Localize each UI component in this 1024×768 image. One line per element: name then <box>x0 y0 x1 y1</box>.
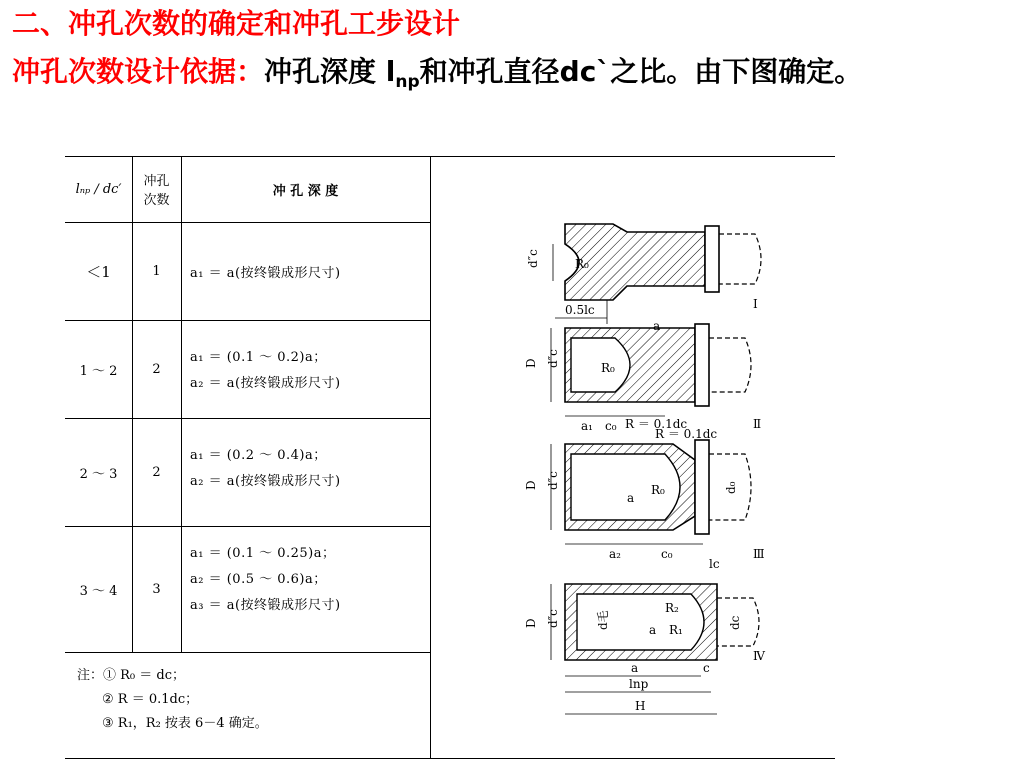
basis-subscript: np <box>395 72 420 92</box>
stage3-c0-label: c₀ <box>661 547 673 561</box>
row4-count: 3 <box>152 581 161 597</box>
basis-label: 冲孔次数设计依据： <box>12 55 265 88</box>
note-2: ② R ＝ 0.1dc； <box>102 692 199 707</box>
stage-2-sketch <box>551 324 751 416</box>
stage4-a-inner-label: a <box>649 623 657 637</box>
row4-formula-2: a₂ ＝ (0.5 ～ 0.6)a； <box>190 572 327 587</box>
stage4-r2-label: R₂ <box>665 601 679 615</box>
row4-formula-3: a₃ ＝ a(按终锻成形尺寸) <box>190 598 341 613</box>
stage3-roman-label: Ⅲ <box>753 547 765 561</box>
punching-basis-line <box>12 54 862 100</box>
stage2-D-label: D <box>524 358 538 368</box>
stage4-D-label: D <box>524 618 538 628</box>
header-count-line1: 冲孔 <box>143 174 170 189</box>
stage3-dc-label: d″c <box>546 471 560 490</box>
stage3-r0-label: R₀ <box>651 483 665 497</box>
header-depth: 冲 孔 深 度 <box>272 183 339 199</box>
stage-4-sketch <box>551 584 759 714</box>
stage1-half-lc-label: 0.5lc <box>565 303 595 317</box>
stage4-roman-label: Ⅳ <box>753 649 765 663</box>
row3-formula-2: a₂ ＝ a(按终锻成形尺寸) <box>190 474 341 489</box>
note-1: 注：① R₀ ＝ dc； <box>77 668 185 683</box>
stage2-dc-label: d″c <box>546 349 560 368</box>
table-notes <box>77 664 268 736</box>
header-ratio: lₙₚ / dc′ <box>75 181 122 197</box>
row2-count: 2 <box>152 361 161 377</box>
stage4-c-label: c <box>703 661 710 675</box>
row2-formula-2: a₂ ＝ a(按终锻成形尺寸) <box>190 376 341 391</box>
stage3-D-label: D <box>524 480 538 490</box>
row2-formula-1: a₁ ＝ (0.1 ～ 0.2)a； <box>190 350 327 365</box>
header-count-line2: 次数 <box>143 193 170 208</box>
row3-count: 2 <box>152 464 161 480</box>
stage1-roman-label: Ⅰ <box>753 297 758 311</box>
punching-table-figure <box>65 156 835 760</box>
stage4-dc-label: d″c <box>546 609 560 628</box>
row2-ratio: 1 ～ 2 <box>79 363 118 379</box>
stage3-r-label: R ＝ 0.1dc <box>655 427 718 441</box>
row3-formula-1: a₁ ＝ (0.2 ～ 0.4)a； <box>190 448 327 463</box>
row1-formula-1: a₁ ＝ a(按终锻成形尺寸) <box>190 266 341 281</box>
stage4-dmao-label: d毛 <box>596 610 610 630</box>
slide-heading: 二、冲孔次数的确定和冲孔工步设计 <box>12 7 461 40</box>
table-right-rule <box>430 156 431 758</box>
basis-text-before: 冲孔深度 l <box>264 55 396 88</box>
row3-ratio: 2 ～ 3 <box>79 466 118 482</box>
stage4-H-label: H <box>635 699 646 713</box>
stage2-r-label: R ＝ 0.1dc <box>625 417 688 431</box>
punching-stages-drawing <box>495 216 835 756</box>
stage4-dc-right-label: dc <box>728 615 742 630</box>
note-3: ③ R₁，R₂ 按表 6－4 确定。 <box>102 716 268 731</box>
row4-ratio: 3 ～ 4 <box>79 583 118 599</box>
stage2-a-label: a <box>653 319 661 333</box>
row-rule-4 <box>65 652 430 653</box>
header-count <box>132 156 181 222</box>
col-rule-2 <box>181 156 182 652</box>
stage2-roman-label: Ⅱ <box>753 417 762 431</box>
stage4-lc-label: lc <box>709 557 720 571</box>
row1-count: 1 <box>152 263 161 279</box>
stage1-dc-label: d″c <box>526 249 540 268</box>
stage2-a1-label: a₁ <box>581 419 593 433</box>
basis-text-after: 和冲孔直径dc`之比。由下图确定。 <box>419 55 863 88</box>
table-bottom-rule <box>65 758 835 759</box>
stage1-r0-label: R₀ <box>575 257 589 271</box>
row1-ratio: ＜1 <box>86 262 111 281</box>
stage3-a-label: a <box>627 491 635 505</box>
stage2-c0-label: c₀ <box>605 419 617 433</box>
row4-formula-1: a₁ ＝ (0.1 ～ 0.25)a； <box>190 546 336 561</box>
stage4-r1-label: R₁ <box>669 623 683 637</box>
stage3-d0-label: d₀ <box>724 481 738 494</box>
stage4-a-label: a <box>631 661 639 675</box>
stage3-a2-label: a₂ <box>609 547 621 561</box>
stage4-lnp-label: lnp <box>629 677 649 691</box>
stage2-r0-label: R₀ <box>601 361 615 375</box>
